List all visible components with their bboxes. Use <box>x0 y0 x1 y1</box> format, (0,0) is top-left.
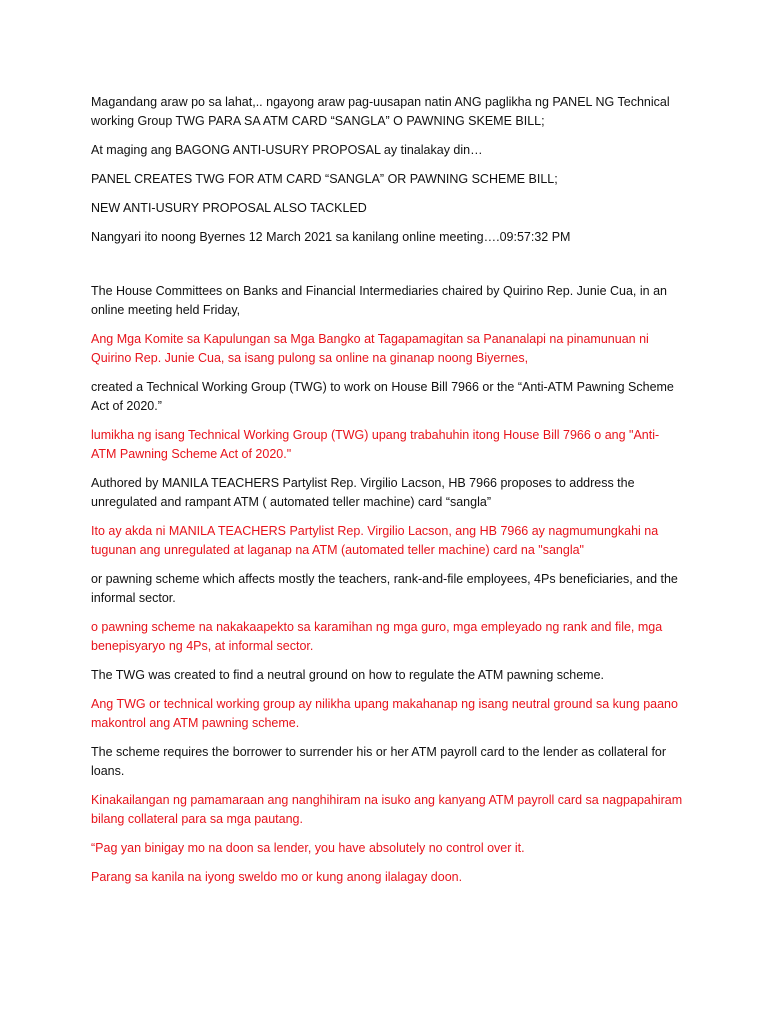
paragraph-anti-usury-intro: At maging ang BAGONG ANTI-USURY PROPOSAL ay tinalakay din… <box>91 143 483 157</box>
paragraph-translation: Ang TWG or technical working group ay nilikha upang makahanap ng isang neutral ground sa kung paano makontrol ang ATM pawning scheme. <box>91 697 678 730</box>
paragraph-english: Authored by MANILA TEACHERS Partylist Rep. Virgilio Lacson, HB 7966 proposes to address the unregulated and rampant ATM ( automated teller machine) card “sangla” <box>91 476 635 509</box>
paragraph-date: Nangyari ito noong Byernes 12 March 2021 sa kanilang online meeting….09:57:32 PM <box>91 230 571 244</box>
paragraph-greeting: Magandang araw po sa lahat,.. ngayong araw pag-uusapan natin ANG paglikha ng PANEL NG Technical working Group TWG PARA SA ATM CARD “SANGLA” O PAWNING SKEME BILL; <box>91 95 670 128</box>
paragraph-translation: Ito ay akda ni MANILA TEACHERS Partylist Rep. Virgilio Lacson, ang HB 7966 ay nagmumungkahi na tugunan ang unregulated at laganap na ATM (automated teller machine) card na "sangla" <box>91 524 659 557</box>
paragraph-translation: lumikha ng isang Technical Working Group (TWG) upang trabahuhin itong House Bill 7966 o ang "Anti-ATM Pawning Scheme Act of 2020." <box>91 428 660 461</box>
paragraph-english: The House Committees on Banks and Financial Intermediaries chaired by Quirino Rep. Junie Cua, in an online meeting held Friday, <box>91 284 667 317</box>
paragraph-english: created a Technical Working Group (TWG) to work on House Bill 7966 or the “Anti-ATM Pawning Scheme Act of 2020.” <box>91 380 674 413</box>
paragraph-translation: o pawning scheme na nakakaapekto sa karamihan ng mga guro, mga empleyado ng rank and file, mga benepisyaryo ng 4Ps, at informal sector. <box>91 620 663 653</box>
paragraph-quote: “Pag yan binigay mo na doon sa lender, you have absolutely no control over it. <box>91 841 525 855</box>
document-body <box>91 93 683 897</box>
paragraph-translation: Kinakailangan ng pamamaraan ang nanghihiram na isuko ang kanyang ATM payroll card sa nagpapahiram bilang collateral para sa mga pautang. <box>91 793 683 826</box>
paragraph-headline: PANEL CREATES TWG FOR ATM CARD “SANGLA” OR PAWNING SCHEME BILL; <box>91 172 558 186</box>
paragraph-translation: Ang Mga Komite sa Kapulungan sa Mga Bangko at Tagapamagitan sa Pananalapi na pinamunuan ni Quirino Rep. Junie Cua, sa isang pulong sa online na ginanap noong Biyernes, <box>91 332 649 365</box>
paragraph-english: The scheme requires the borrower to surrender his or her ATM payroll card to the lender as collateral for loans. <box>91 745 667 778</box>
paragraph-english: or pawning scheme which affects mostly the teachers, rank-and-file employees, 4Ps beneficiaries, and the informal sector. <box>91 572 678 605</box>
paragraph-english: The TWG was created to find a neutral ground on how to regulate the ATM pawning scheme. <box>91 668 605 682</box>
paragraph-subheadline: NEW ANTI-USURY PROPOSAL ALSO TACKLED <box>91 201 367 215</box>
paragraph-quote: Parang sa kanila na iyong sweldo mo or kung anong ilalagay doon. <box>91 870 463 884</box>
section-spacer <box>91 257 683 282</box>
